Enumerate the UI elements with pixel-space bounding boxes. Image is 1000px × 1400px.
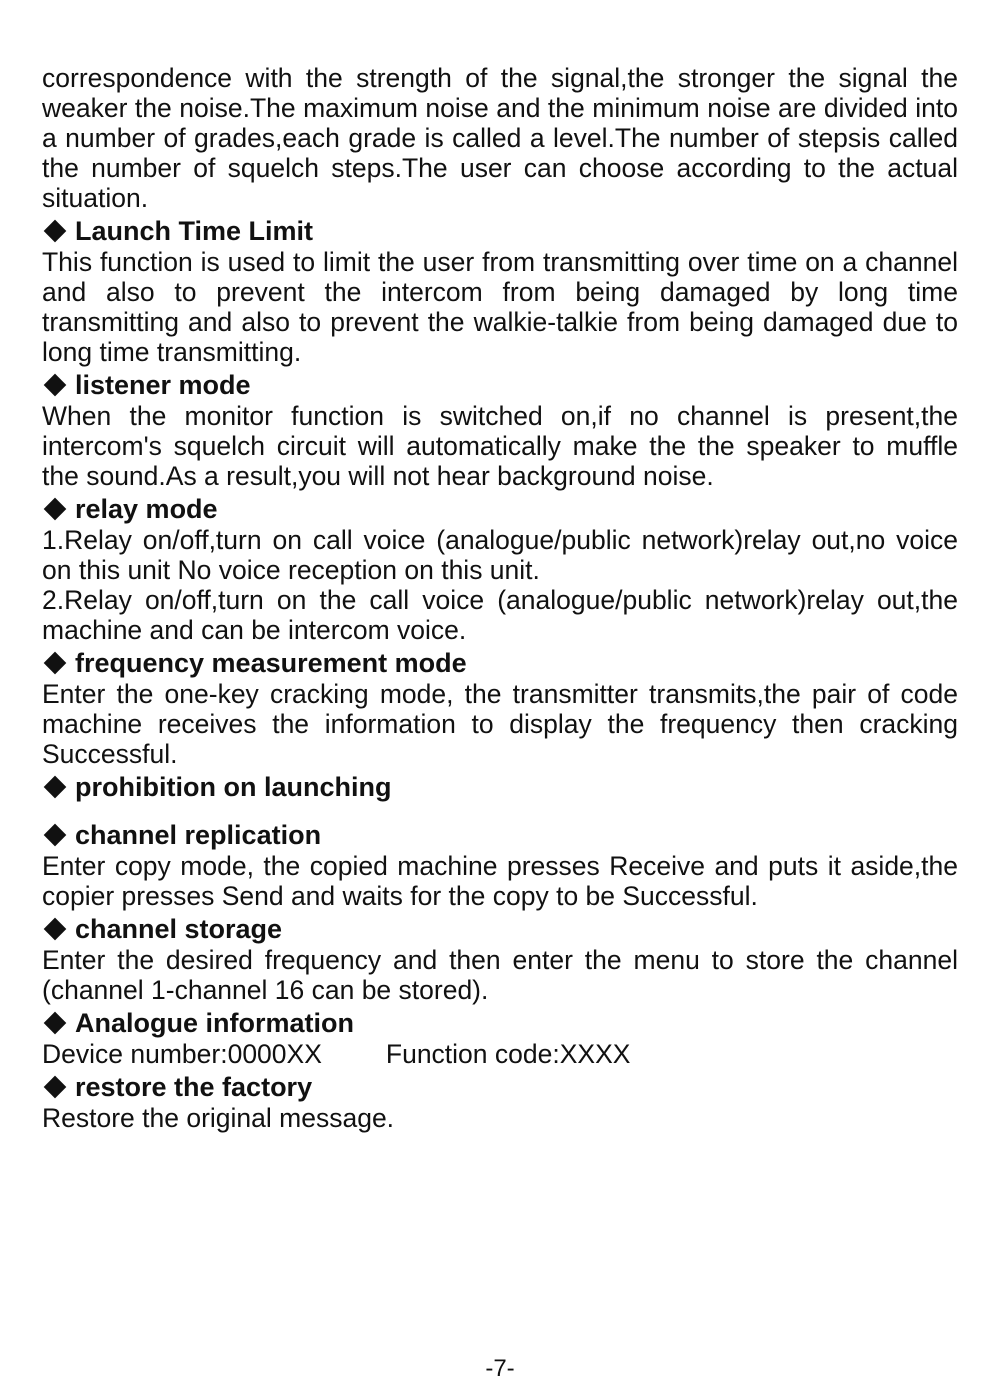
diamond-icon [44,918,67,941]
diamond-icon [44,776,67,799]
diamond-icon [44,220,67,243]
section-heading-prohibition-on-launching [42,771,958,803]
channel-storage-body: Enter the desired frequency and then enter the menu to store the channel (channel 1-channel 16 can be stored). [42,945,958,1005]
diamond-icon [44,1012,67,1035]
heading-text: prohibition on launching [75,772,392,802]
heading-text: channel replication [75,820,322,850]
section-heading-relay-mode [42,493,958,525]
device-number: Device number:0000XX [42,1039,322,1069]
frequency-measurement-mode-body: Enter the one-key cracking mode, the transmitter transmits,the pair of code machine receives the information to display the frequency then cracking Successful. [42,679,958,769]
diamond-icon [44,824,67,847]
diamond-icon [44,374,67,397]
relay-mode-item-2: 2.Relay on/off,turn on the call voice (analogue/public network)relay out,the machine and can be intercom voice. [42,585,958,645]
relay-mode-item-1: 1.Relay on/off,turn on call voice (analogue/public network)relay out,no voice on this unit No voice reception on this unit. [42,525,958,585]
restore-the-factory-body: Restore the original message. [42,1103,395,1133]
spacer [42,803,958,817]
section-heading-channel-replication [42,819,958,851]
heading-text: relay mode [75,494,218,524]
diamond-icon [44,652,67,675]
manual-page [42,63,958,1133]
listener-mode-body: When the monitor function is switched on,if no channel is present,the intercom's squelch circuit will automatically make the the speaker to muffle the sound.As a result,you will not hear background noise. [42,401,958,491]
section-heading-analogue-information [42,1007,958,1039]
section-heading-frequency-measurement-mode [42,647,958,679]
launch-time-limit-body: This function is used to limit the user from transmitting over time on a channel and also to prevent the intercom from being damaged by long time transmitting and also to prevent the walkie-talkie from being damaged due to long time transmitting. [42,247,958,367]
heading-text: Launch Time Limit [75,216,314,246]
diamond-icon [44,498,67,521]
section-heading-channel-storage [42,913,958,945]
heading-text: Analogue information [75,1008,354,1038]
section-heading-launch-time-limit [42,215,958,247]
section-heading-listener-mode [42,369,958,401]
analogue-information-row [42,1039,958,1069]
channel-replication-body: Enter copy mode, the copied machine presses Receive and puts it aside,the copier presses Send and waits for the copy to be Successful. [42,851,958,911]
heading-text: listener mode [75,370,251,400]
section-heading-restore-the-factory [42,1071,958,1103]
function-code: Function code:XXXX [385,1039,631,1069]
heading-text: frequency measurement mode [75,648,467,678]
heading-text: channel storage [75,914,283,944]
intro-paragraph: correspondence with the strength of the signal,the stronger the signal the weaker the noise.The maximum noise and the minimum noise are divided into a number of grades,each grade is called a level.The number of stepsis called the number of squelch steps.The user can choose according to the actual situation. [42,63,958,213]
heading-text: restore the factory [75,1072,313,1102]
diamond-icon [44,1076,67,1099]
page-number: -7- [485,1355,515,1382]
